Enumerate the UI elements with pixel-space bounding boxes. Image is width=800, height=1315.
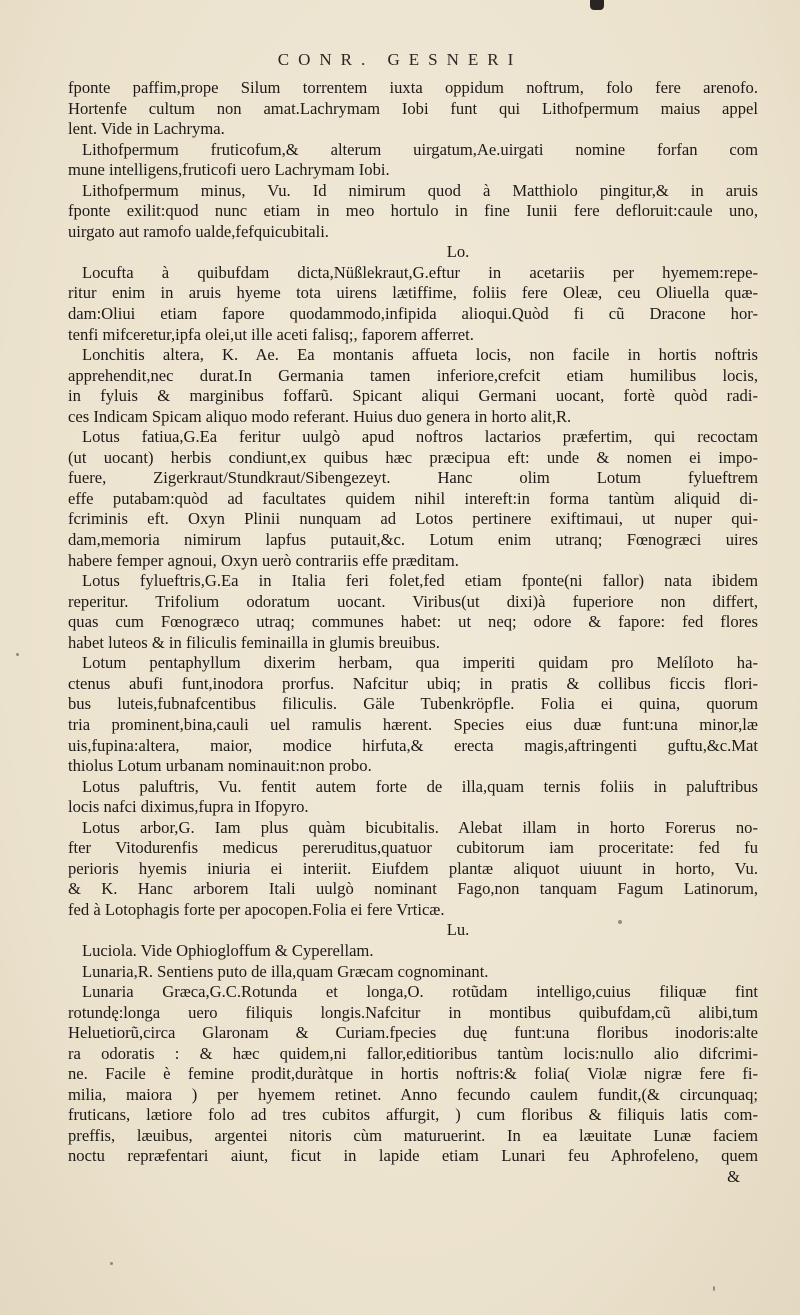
text-line: lent. Vide in Lachryma. (68, 119, 225, 139)
text-line: (ut uocant) herbis condiunt,ex quibus hæc præcipua eft: unde & nomen ei impo- (68, 447, 758, 467)
text-line: Lotus fylueftris,G.Ea in Italia feri folet,fed etiam fponte(ni fallor) nata ibidem (82, 571, 758, 591)
text-line: Luciola. Vide Ophiogloffum & Cyperellam. (82, 940, 374, 960)
text-line: thiolus Lotum urbanam nominauit:non probo. (68, 756, 372, 776)
text-line: fponte exilit:quod nunc etiam in meo hortulo in fine Iunii fere defloruit:caule uno, (68, 201, 758, 221)
text-line: habet luteos & in filiculis feminailla in glumis breuibus. (68, 632, 440, 652)
text-line: Lotus arbor,G. Iam plus quàm bicubitalis. Alebat illam in horto Forerus no- (82, 817, 758, 837)
text-line: preffis, læuibus, argentei nitoris cùm maturuerint. In ea læuitate Lunæ faciem (68, 1125, 758, 1145)
text-line: Lu. (446, 920, 470, 940)
text-line: bus luteis,fubnafcentibus filiculis. Gäle Tubenkröpfle. Folia ei quina, quorum (68, 694, 758, 714)
text-line: uirgato aut ramofo ualde,fefquicubitali. (68, 221, 329, 241)
text-line: apprehendit,nec durat.In Germania tamen inferiore,crefcit etiam humilibus locis, (68, 365, 758, 385)
text-line: quas cum Fœnogræco utraq; communes habet: ut neq; odore & fapore: fed flores (68, 612, 758, 632)
text-line: effe putabam:quòd ad facultates quidem nihil intereft:in forma tantùm aliquid di- (68, 488, 758, 508)
text-line: Lotum pentaphyllum dixerim herbam, qua imperiti quidam pro Melíloto ha- (82, 653, 758, 673)
text-line: tenfi mifceretur,ipfa olei,ut ille aceti falisq;, faporem afferret. (68, 324, 474, 344)
text-line: noctu repræfentari aiunt, ficut in lapide etiam Lunari feu Aphrofeleno, quem (68, 1146, 758, 1166)
text-line: reperitur. Trifolium odoratum uocant. Viribus(ut dixi)à fuperiore non differt, (68, 591, 758, 611)
text-line: rotundę:longa uero filiquis longis.Nafcitur in montibus quibufdam,cũ alibi,tum (68, 1002, 758, 1022)
text-line: ctenus abufi funt,inodora prorfus. Nafcitur ubiq; in pratis & collibus ficcis flori- (68, 673, 758, 693)
paper-speck (713, 1286, 715, 1291)
text-line: uis,fupina:altera, maior, modice hirfuta,& erecta magis,aftringenti guftu,&c.Mat (68, 735, 758, 755)
running-head: CONR. GESNERI (277, 50, 523, 69)
text-line: Lotus fatiua,G.Ea feritur uulgò apud noftros lactarios præfertim, qui recoctam (82, 427, 758, 447)
text-line: Lonchitis altera, K. Ae. Ea montanis affueta locis, non facile in hortis noftris (82, 345, 758, 365)
text-line: fcriminis eft. Oxyn Plinii nunquam ad Lotos pertinere exiftimaui, ut nuper qui- (68, 509, 758, 529)
text-line: dam,memoria nimirum lapfus putauit,&c. Lotum enim utranq; Fœnogræci uires (68, 530, 758, 550)
text-line: dam:Oliui etiam fapore quodammodo,infipida alioqui.Quòd fi cũ Dracone hor- (68, 304, 758, 324)
ink-blot (590, 0, 604, 10)
text-line: perioris hyemis iniuria ei interiit. Eiufdem plantæ aliquot uiuunt in horto, Vu. (68, 858, 758, 878)
text-line: fruticans, lætiore folo ad tres cubitos affurgit, ) cum floribus & filiquis latis com- (68, 1105, 758, 1125)
text-line: in fyluis & marginibus foffarũ. Spicant aliqui Germani uocant, fortè quòd radi- (68, 386, 758, 406)
text-line: Lithofpermum fruticofum,& alterum uirgatum,Ae.uirgati nomine forfan com (82, 139, 758, 159)
text-line: ces Indicam Spicam aliquo modo referant. Huius duo genera in horto alit,R. (68, 406, 572, 426)
text-line: fponte paffim,prope Silum torrentem iuxta oppidum noftrum, folo fere arenofo. (68, 78, 758, 97)
text-line: Lunaria,R. Sentiens puto de illa,quam Græcam cognominant. (82, 961, 489, 981)
text-line: ne. Facile è femine prodit,duràtque in hortis noftris:& folia( Violæ nigræ fere fi- (68, 1064, 758, 1084)
paper-speck (110, 1262, 113, 1265)
text-line: fter Vitodurenfis medicus pereruditus,quatuor cubitorum iam proceritate: fed fu (68, 838, 758, 858)
text-line: Hortenfe cultum non amat.Lachrymam Iobi funt qui Lithofpermum maius appel (68, 98, 758, 118)
text-line: mune intelligens,fruticofi uero Lachrymam Iobi. (68, 160, 390, 180)
text-line: & (727, 1166, 740, 1186)
text-line: tria prominent,bina,cauli uel ramulis hærent. Species eius duæ funt:una minor,læ (68, 714, 758, 734)
paper-speck (618, 920, 622, 924)
body-text (68, 78, 758, 1188)
text-line: fed à Lotophagis forte per apocopen.Folia ei fere Vrticæ. (68, 899, 445, 919)
paper-speck (16, 653, 19, 656)
text-line: milia, maiora ) per hyemem retinet. Anno fecundo caulem fundit,(& circunquaq; (68, 1084, 758, 1104)
text-line: Lotus paluftris, Vu. fentit autem forte de illa,quam ternis foliis in paluftribus (82, 776, 758, 796)
text-line: & K. Hanc arborem Itali uulgò nominant Fago,non tanquam Fagum Latinorum, (68, 879, 758, 899)
text-line: Lo. (446, 242, 470, 262)
text-line: fuere, Zigerkraut/Stundkraut/Sibengezeyt. Hanc olim Lotum fylueftrem (68, 468, 758, 488)
text-line: habere femper agnoui, Oxyn uerò contrariis effe præditam. (68, 550, 459, 570)
text-line: Lunaria Græca,G.C.Rotunda et longa,O. rotũdam intelligo,cuius filiquæ fint (82, 982, 758, 1002)
text-line: ra odoratis : & hæc quidem,ni fallor,editioribus tantùm locis:nullo alio difcrimi- (68, 1043, 758, 1063)
text-line: ritur enim in aruis hyeme tota uirens lætiffime, foliis fere Oleæ, ceu Oliuella quæ- (68, 283, 758, 303)
text-line: Heluetiorũ,circa Glaronam & Curiam.fpecies duę funt:una floribus inodoris:alte (68, 1023, 758, 1043)
text-line: Locufta à quibufdam dicta,Nüßlekraut,G.eftur in acetariis per hyemem:repe- (82, 262, 758, 282)
text-line: locis nafci diximus,fupra in Ifopyro. (68, 797, 309, 817)
text-line: Lithofpermum minus, Vu. Id nimirum quod à Matthiolo pingitur,& in aruis (82, 180, 758, 200)
